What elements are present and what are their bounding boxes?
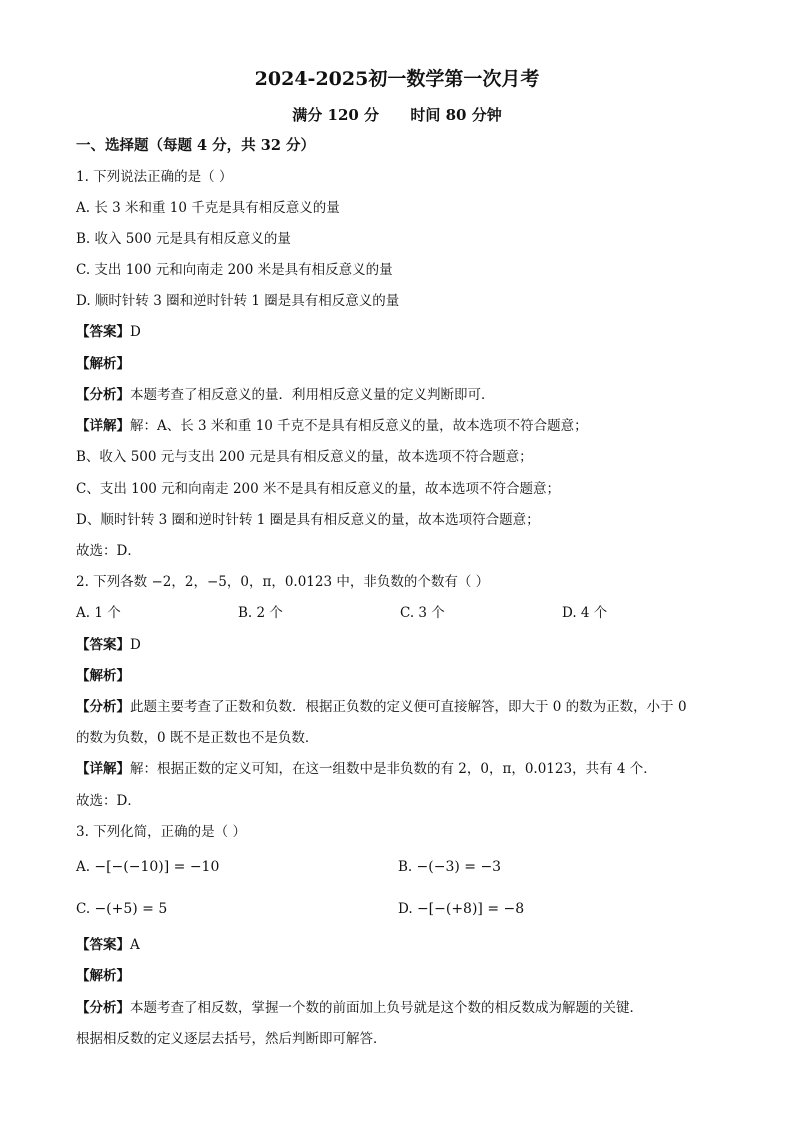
exam-title: 2024-2025初一数学第一次月考 — [254, 68, 540, 90]
q1-analysis — [76, 386, 495, 404]
math-expression: −(+5) = 5 — [94, 901, 168, 917]
analysis-text: 此题主要考查了正数和负数．根据正负数的定义便可直接解答，即大于 0 的数为正数，小于 0 — [130, 699, 687, 715]
q3-option-d — [398, 900, 524, 918]
q2-jiexi-tag: 【解析】 — [76, 668, 130, 684]
q2-detail — [76, 760, 657, 778]
q3-option-c — [76, 900, 167, 918]
answer-tag: 【答案】 — [76, 637, 130, 653]
q2-choice: 故选：D． — [76, 793, 141, 809]
q3-analysis-2: 根据相反数的定义逐层去括号，然后判断即可解答． — [76, 1031, 387, 1047]
math-expression: −[−(−10)] = −10 — [94, 859, 220, 875]
q1-option-b: B. 收入 500 元是具有相反意义的量 — [76, 231, 291, 247]
option-label: B. — [398, 859, 413, 875]
q2-analysis-2: 的数为负数，0 既不是正数也不是负数． — [76, 730, 319, 746]
q1-detail-3: C、支出 100 元和向南走 200 米不是具有相反意义的量，故本选项不符合题意； — [76, 481, 561, 497]
q3-jiexi-tag: 【解析】 — [76, 968, 130, 984]
detail-tag: 【详解】 — [76, 418, 130, 434]
option-label: A. — [76, 859, 91, 875]
answer-value: D — [130, 637, 141, 653]
detail-text: 解：根据正数的定义可知，在这一组数中是非负数的有 2，0，π，0.0123，共有 4 个． — [130, 761, 657, 777]
q1-detail-4: D、顺时针转 3 圈和逆时针转 1 圈是具有相反意义的量，故本选项符合题意； — [76, 512, 540, 528]
q1-option-c: C. 支出 100 元和向南走 200 米是具有相反意义的量 — [76, 262, 393, 278]
math-expression: −(−3) = −3 — [416, 859, 502, 875]
detail-tag: 【详解】 — [76, 761, 130, 777]
q1-detail-2: B、收入 500 元与支出 200 元是具有相反意义的量，故本选项不符合题意； — [76, 449, 533, 465]
answer-value: D — [130, 324, 141, 340]
analysis-tag: 【分析】 — [76, 1000, 130, 1016]
q3-answer — [76, 936, 140, 954]
q3-option-a — [76, 858, 219, 876]
q2-option-d: D. 4 个 — [562, 605, 608, 621]
option-label: D. — [398, 901, 413, 917]
q1-option-a: A. 长 3 米和重 10 千克是具有相反意义的量 — [76, 200, 340, 216]
q2-analysis-1 — [76, 698, 687, 716]
analysis-tag: 【分析】 — [76, 699, 130, 715]
q1-jiexi-tag: 【解析】 — [76, 356, 130, 372]
q1-option-d: D. 顺时针转 3 圈和逆时针转 1 圈是具有相反意义的量 — [76, 293, 400, 309]
answer-tag: 【答案】 — [76, 324, 130, 340]
math-expression: −[−(+8)] = −8 — [416, 901, 525, 917]
answer-tag: 【答案】 — [76, 937, 130, 953]
answer-value: A — [130, 937, 140, 953]
analysis-text: 本题考查了相反数，掌握一个数的前面加上负号就是这个数的相反数成为解题的关键． — [130, 1000, 643, 1016]
q1-stem: 1. 下列说法正确的是（ ） — [76, 169, 233, 185]
q3-option-b — [398, 858, 501, 876]
q2-option-c: C. 3 个 — [400, 605, 445, 621]
detail-text: 解：A、长 3 米和重 10 千克不是具有相反意义的量，故本选项不符合题意； — [130, 418, 588, 434]
q1-detail-1 — [76, 417, 588, 435]
analysis-tag: 【分析】 — [76, 387, 130, 403]
q2-option-b: B. 2 个 — [238, 605, 283, 621]
q1-answer — [76, 323, 141, 341]
analysis-text: 本题考查了相反意义的量．利用相反意义量的定义判断即可． — [130, 387, 495, 403]
q2-stem: 2. 下列各数 −2，2，−5，0，π，0.0123 中，非负数的个数有（ ） — [76, 574, 490, 590]
exam-subtitle: 满分 120 分 时间 80 分钟 — [292, 106, 502, 124]
q3-stem: 3. 下列化简，正确的是（ ） — [76, 824, 246, 840]
q1-choice: 故选：D． — [76, 543, 141, 559]
option-label: C. — [76, 901, 91, 917]
q2-option-a: A. 1 个 — [76, 605, 121, 621]
section-heading: 一、选择题（每题 4 分，共 32 分） — [76, 137, 315, 154]
q3-analysis-1 — [76, 999, 643, 1017]
q2-answer — [76, 636, 141, 654]
